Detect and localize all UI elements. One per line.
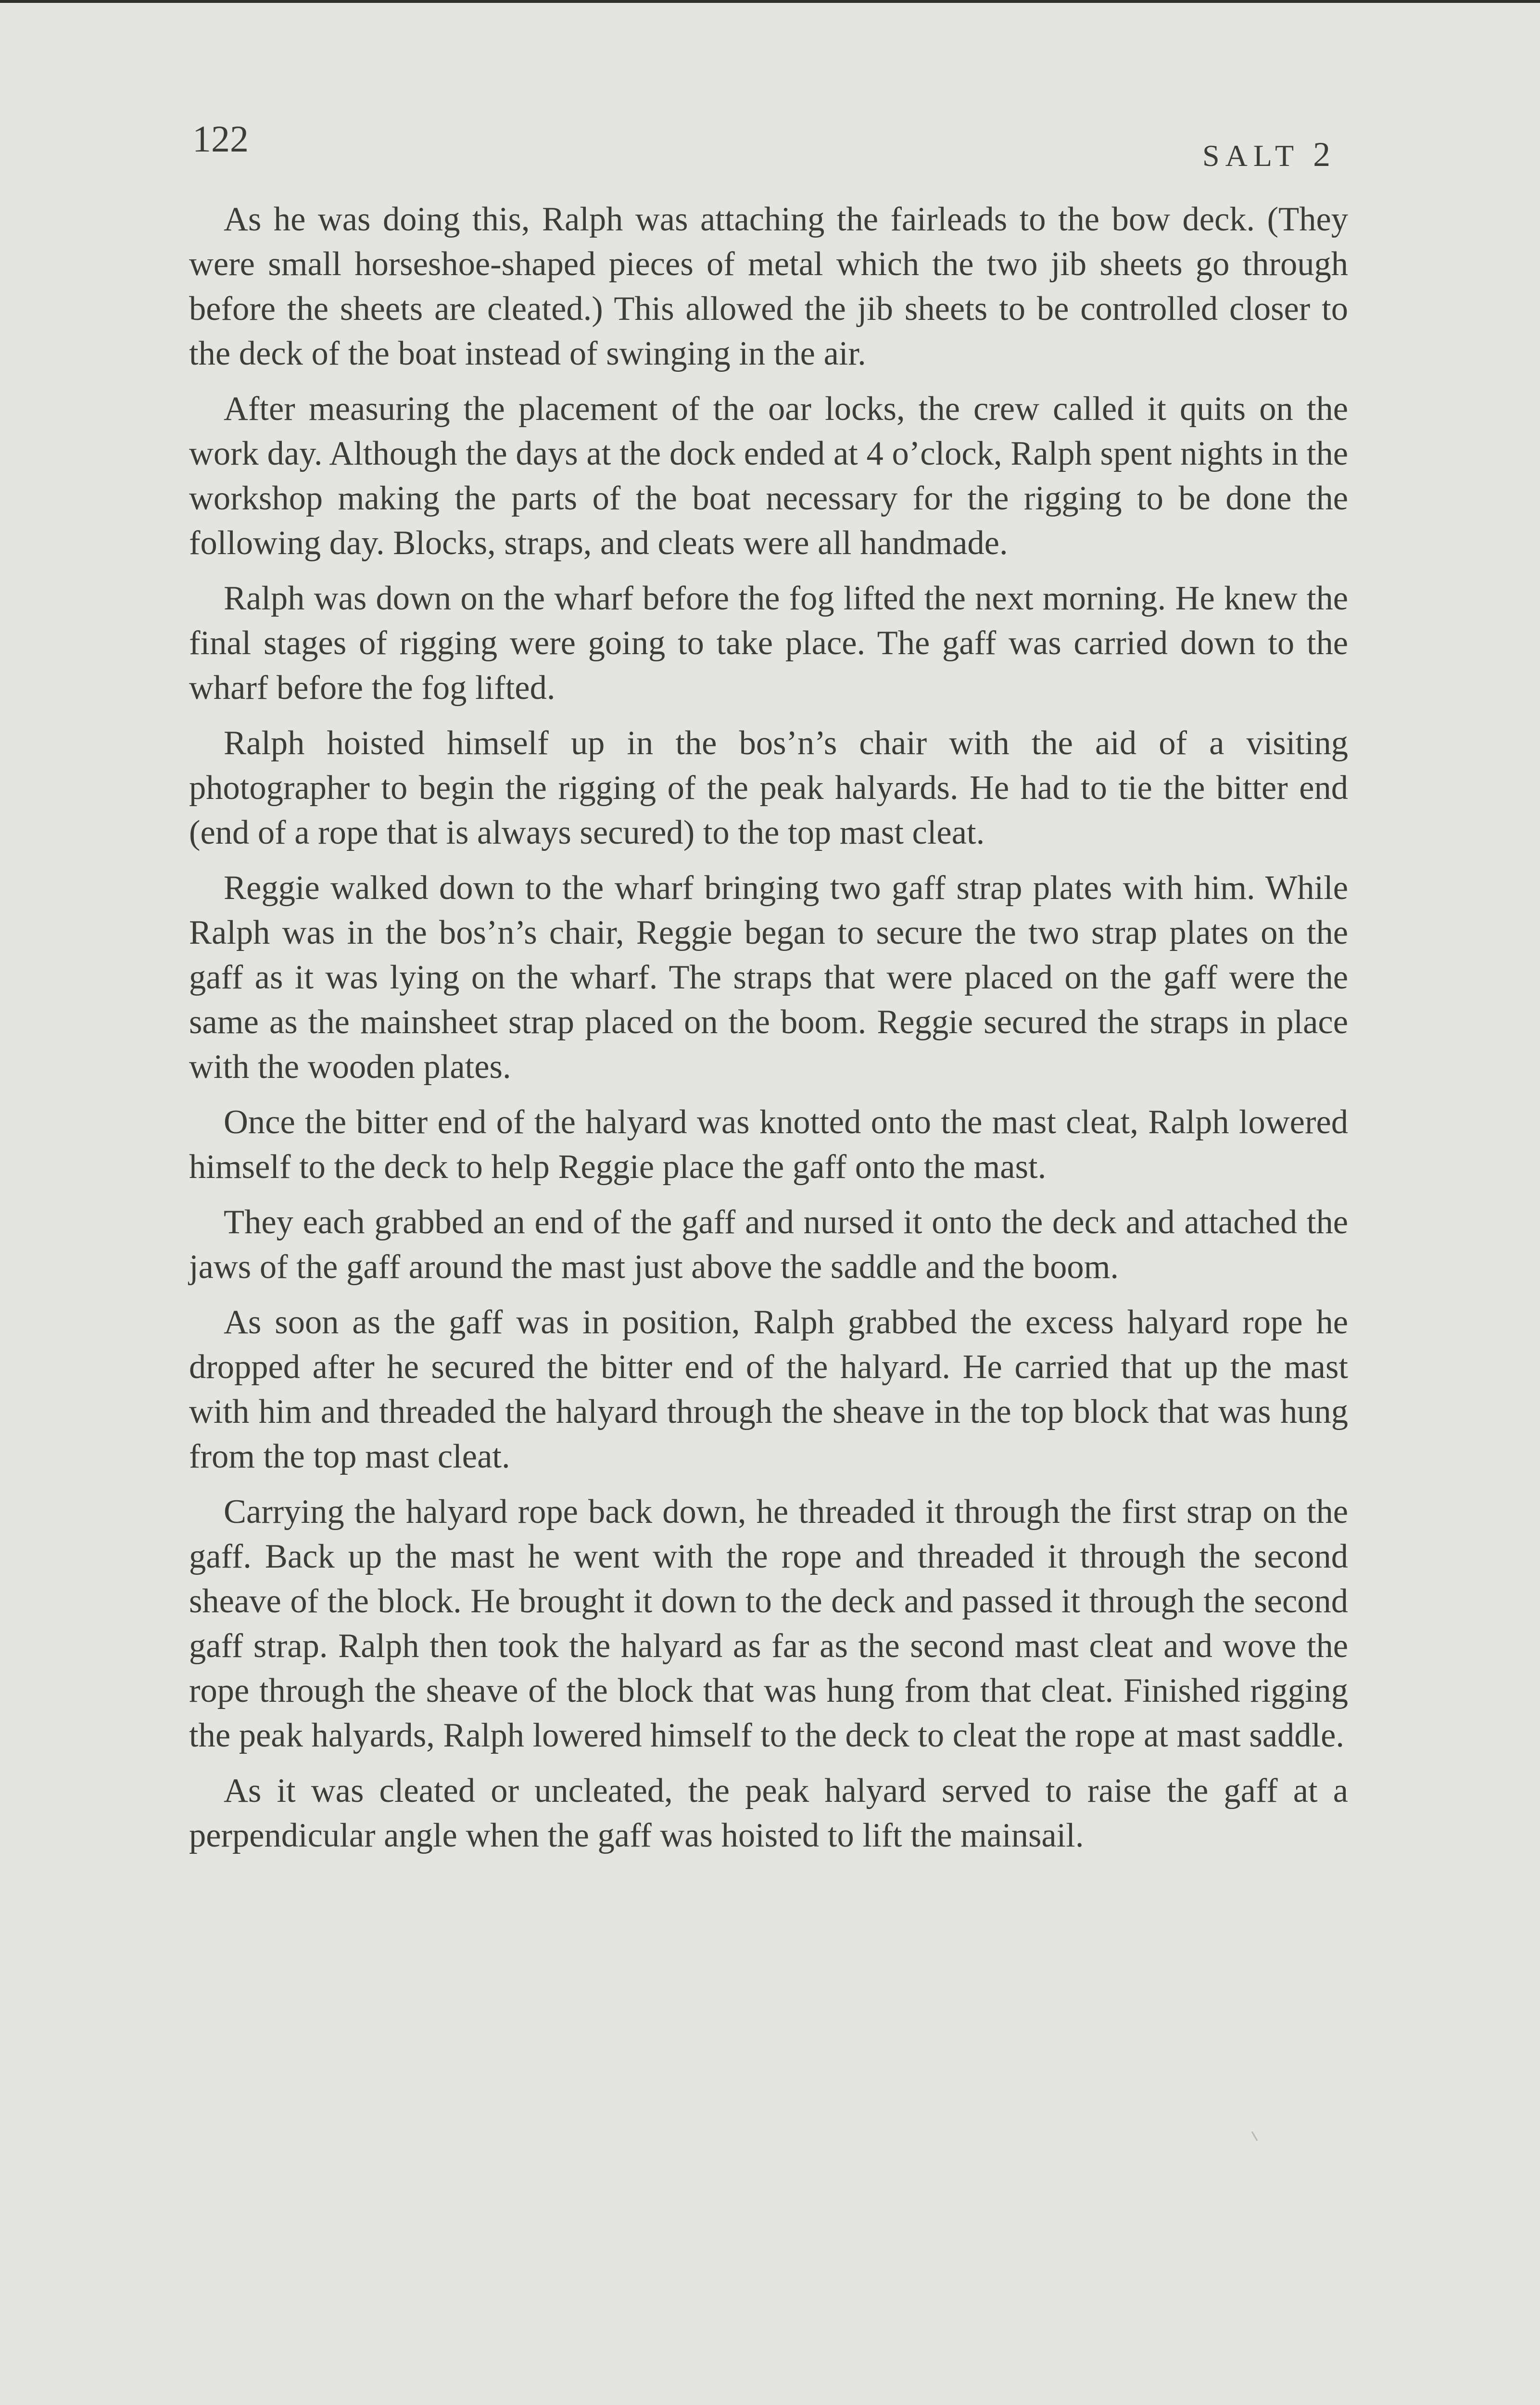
running-head xyxy=(1202,137,1330,172)
paragraph: After measuring the placement of the oar locks, the crew called it quits on the work day. Although the days at the dock ended at 4 o’clock, Ralph spent nights in the workshop making the parts of the boat necessary for the rigging to be done the following day. Blocks, straps, and cleats were all handmade. xyxy=(189,390,1348,562)
paragraph: As soon as the gaff was in position, Ralph grabbed the excess halyard rope he dropped after he secured the bitter end of the halyard. He carried that up the mast with him and threaded the halyard through the sheave in the top block that was hung from the top mast cleat. xyxy=(189,1304,1348,1475)
paragraph: Ralph was down on the wharf before the fog lifted the next morning. He knew the final stages of rigging were going to take place. The gaff was carried down to the wharf before the fog lifted. xyxy=(189,580,1348,707)
paper-speck xyxy=(1251,2131,1258,2141)
paragraph: As it was cleated or uncleated, the peak halyard served to raise the gaff at a perpendicular angle when the gaff was hoisted to lift the mainsail. xyxy=(189,1772,1348,1854)
paragraph: Once the bitter end of the halyard was knotted onto the mast cleat, Ralph lowered himself to the deck to help Reggie place the gaff onto the mast. xyxy=(189,1103,1348,1186)
paragraph: Reggie walked down to the wharf bringing two gaff strap plates with him. While Ralph was in the bos’n’s chair, Reggie began to secure the two strap plates on the gaff as it was lying on the wharf. The straps that were placed on the gaff were the same as the mainsheet strap placed on the boom. Reggie secured the straps in place with the wooden plates. xyxy=(189,869,1348,1086)
page-number: 122 xyxy=(192,118,249,160)
running-head-title: SALT xyxy=(1202,139,1300,173)
page-top-edge xyxy=(0,0,1540,3)
paragraph: Carrying the halyard rope back down, he threaded it through the first strap on the gaff. Back up the mast he went with the rope and threaded it through the second sheave of the block. He brought it down to the deck and passed it through the second gaff strap. Ralph then took the halyard as far as the second mast cleat and wove the rope through the sheave of the block that was hung from that cleat. Finished rigging the peak halyards, Ralph lowered himself to the deck to cleat the rope at mast saddle. xyxy=(189,1493,1348,1754)
paragraph: Ralph hoisted himself up in the bos’n’s chair with the aid of a visiting photographer to begin the rigging of the peak halyards. He had to tie the bitter end (end of a rope that is always secured) to the top mast cleat. xyxy=(189,724,1348,851)
paragraph: They each grabbed an end of the gaff and nursed it onto the deck and attached the jaws of the gaff around the mast just above the saddle and the boom. xyxy=(189,1203,1348,1286)
running-head-number: 2 xyxy=(1313,135,1331,174)
paragraph: As he was doing this, Ralph was attaching the fairleads to the bow deck. (They were small horseshoe-shaped pieces of metal which the two jib sheets go through before the sheets are cleated.) This allowed the jib sheets to be controlled closer to the deck of the boat instead of swinging in the air. xyxy=(189,201,1348,372)
body-text xyxy=(189,197,1348,1869)
